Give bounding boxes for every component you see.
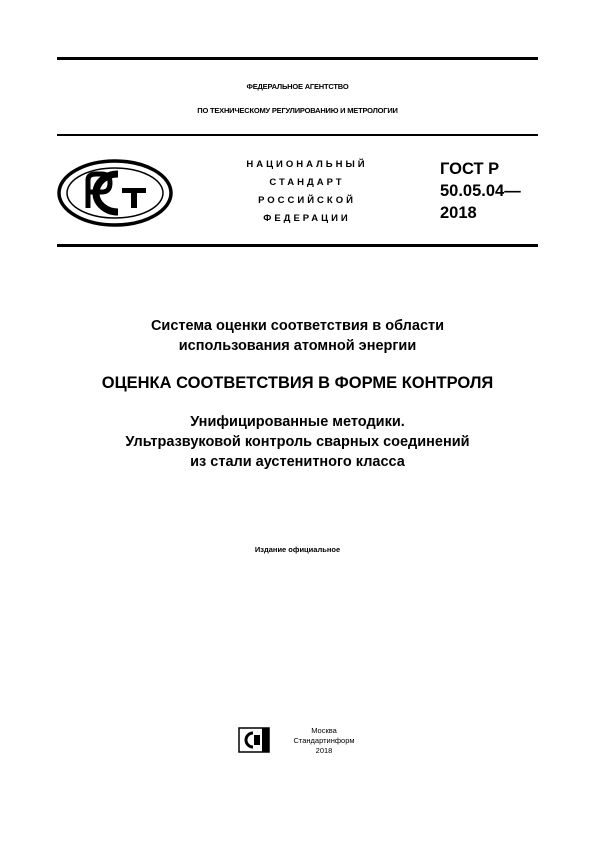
top-rule <box>57 57 538 60</box>
edition-label: Издание официальное <box>254 545 341 554</box>
subtitle-line: Ультразвуковой контроль сварных соединений <box>125 434 470 450</box>
publication-year: 2018 <box>315 746 333 755</box>
designation-line: 50.05.04— <box>440 182 521 200</box>
publisher-imprint <box>268 726 380 756</box>
series-title <box>57 316 538 356</box>
standard-block-bottom-rule <box>57 244 538 247</box>
agency-name-line-1: ФЕДЕРАЛЬНОЕ АГЕНТСТВО <box>246 82 349 91</box>
subtitle-line: из стали аустенитного класса <box>190 454 405 470</box>
gost-r-certification-mark-icon <box>56 158 174 228</box>
designation-line: ГОСТ Р <box>440 160 500 178</box>
series-title-line: использования атомной энергии <box>178 338 417 354</box>
publisher-city: Москва <box>311 726 337 735</box>
series-title-line: Система оценки соответствия в области <box>150 318 445 334</box>
standard-type-line: РОССИЙСКОЙ <box>258 195 356 206</box>
standard-type-line: НАЦИОНАЛЬНЫЙ <box>246 159 368 170</box>
agency-name-line-2: ПО ТЕХНИЧЕСКОМУ РЕГУЛИРОВАНИЮ И МЕТРОЛОГИИ <box>197 106 398 115</box>
subtitle <box>57 412 538 472</box>
designation-line: 2018 <box>440 204 477 222</box>
standartinform-logo-icon <box>238 727 270 753</box>
publisher-name: Стандартинформ <box>293 736 355 745</box>
subtitle-line: Унифицированные методики. <box>190 414 405 430</box>
standard-type-line: СТАНДАРТ <box>269 177 345 188</box>
standard-type-label <box>212 156 402 228</box>
main-title: ОЦЕНКА СООТВЕТСТВИЯ В ФОРМЕ КОНТРОЛЯ <box>101 374 494 392</box>
standard-type-line: ФЕДЕРАЦИИ <box>263 213 351 224</box>
header-divider-rule <box>57 134 538 136</box>
standard-designation <box>440 158 521 224</box>
